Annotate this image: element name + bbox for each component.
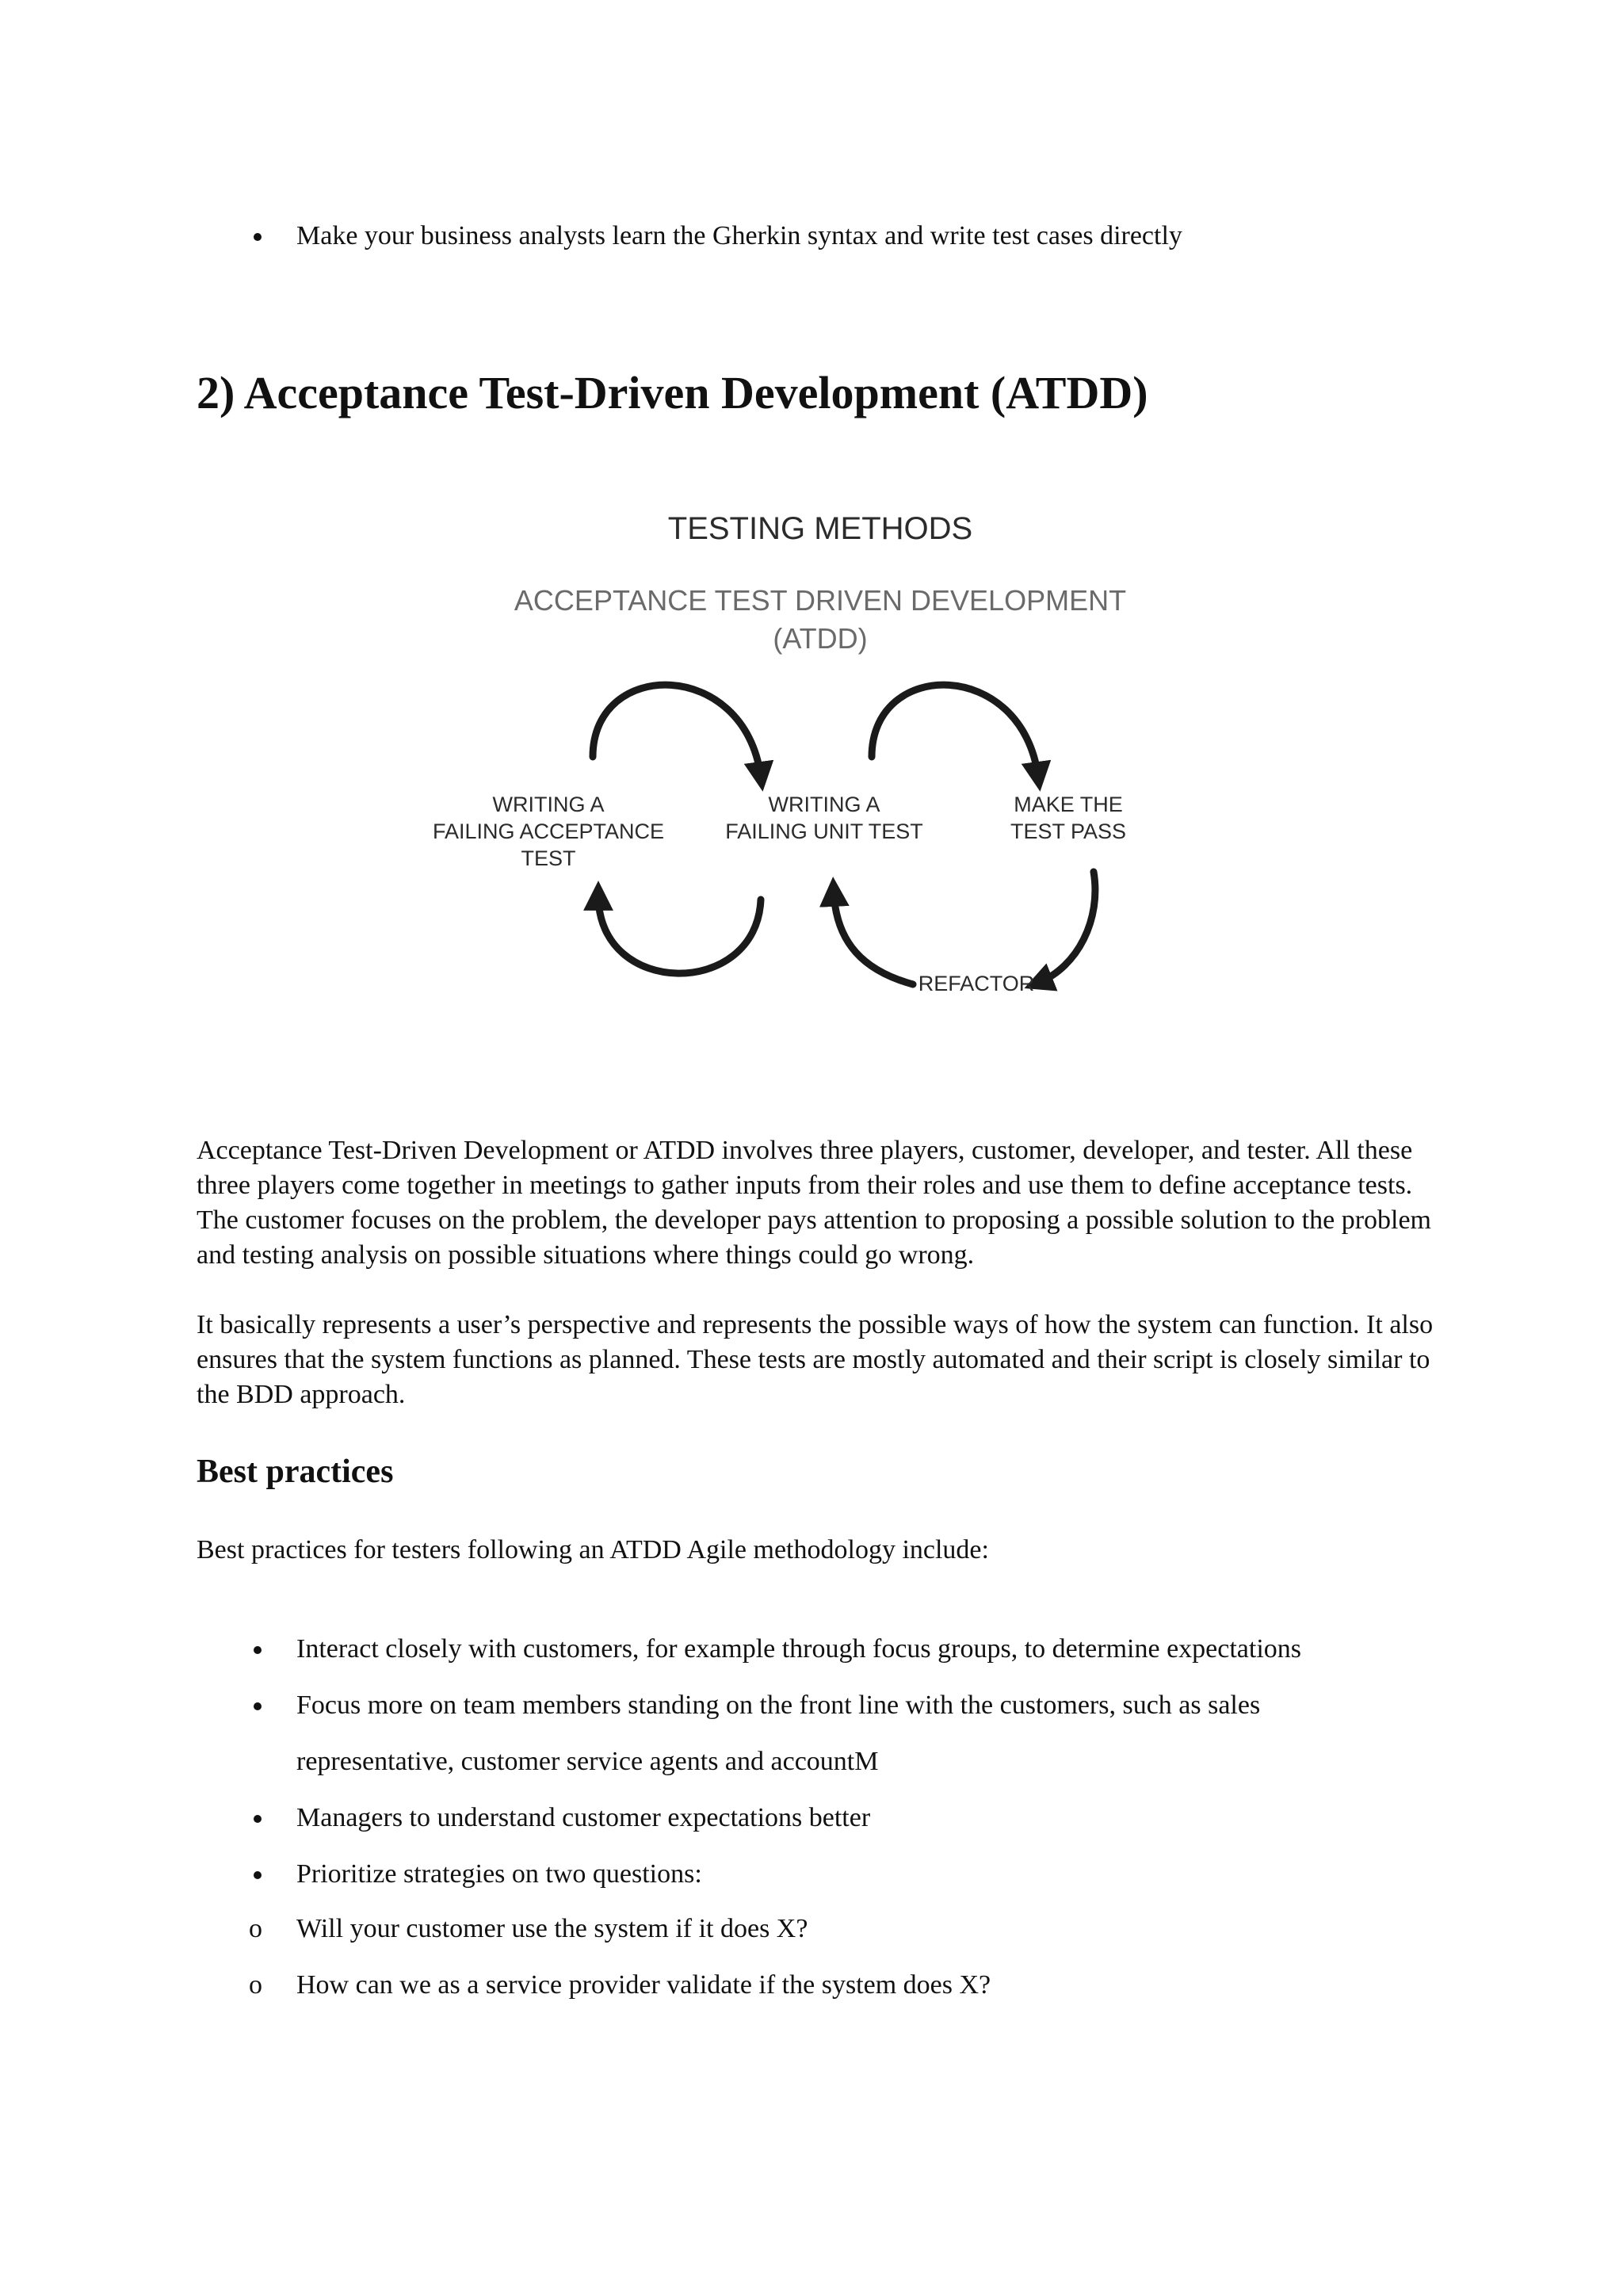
best-practices-intro: Best practices for testers following an ATDD Agile methodology include: [197, 1535, 989, 1564]
sub-list-item: How can we as a service provider validate if the system does X? [296, 1970, 991, 2000]
arrow-acceptance-to-unit [593, 685, 761, 777]
list-item: Managers to understand customer expectations better [296, 1803, 871, 1832]
node-unit-line2: FAILING UNIT TEST [725, 819, 923, 843]
arrow-unit-back-to-acceptance [598, 896, 761, 973]
sub-bullet-marker: o [249, 1914, 262, 1943]
best-practices-heading: Best practices [197, 1454, 394, 1490]
paragraph-perspective: It basically represents a user’s perspective and represents the possible ways of how the system can function. It also ensures that the system functions as planned. These tests are mostly automated and their script is closely similar to the BDD approach. [197, 1310, 1434, 1409]
atdd-cycle-diagram [380, 476, 1173, 1030]
node-acceptance-line3: TEST [521, 846, 576, 870]
arrow-pass-to-refactor [1038, 872, 1095, 983]
paragraph-intro: Acceptance Test-Driven Development or ATDD involves three players, customer, developer, and tester. All these three players come together in meetings to gather inputs from their roles and use them to define acceptance tests. The customer focuses on the problem, the developer pays attention to proposing a possible solution to the problem and testing analysis on possible situations where things could go wrong. [197, 1136, 1432, 1270]
node-acceptance-line1: WRITING A [492, 793, 605, 816]
bullet-dot [254, 1646, 262, 1654]
sub-list-item: Will your customer use the system if it does X? [296, 1914, 808, 1943]
bullet-dot [254, 1702, 262, 1710]
list-item: Interact closely with customers, for example through focus groups, to determine expectations [296, 1634, 1302, 1664]
sub-bullet-marker: o [249, 1970, 262, 2000]
node-refactor: REFACTOR [918, 972, 1035, 995]
section-heading: 2) Acceptance Test-Driven Development (ATDD) [197, 367, 1148, 418]
diagram-subtitle-line2: (ATDD) [773, 622, 868, 655]
diagram-title: TESTING METHODS [667, 511, 973, 546]
node-pass-line2: TEST PASS [1010, 819, 1127, 843]
bullet-dot [254, 233, 262, 241]
node-acceptance-line2: FAILING ACCEPTANCE [432, 819, 665, 843]
list-item-continuation: representative, customer service agents and accountM [296, 1747, 879, 1776]
list-item: Prioritize strategies on two questions: [296, 1859, 702, 1889]
top-bullet-text: Make your business analysts learn the Gherkin syntax and write test cases directly [296, 221, 1182, 250]
list-item: Focus more on team members standing on the front line with the customers, such as sales [296, 1690, 1261, 1720]
bullet-dot [254, 1815, 262, 1823]
diagram-subtitle-line1: ACCEPTANCE TEST DRIVEN DEVELOPMENT [514, 584, 1127, 617]
arrow-unit-to-pass [872, 685, 1038, 777]
node-unit-line1: WRITING A [768, 793, 880, 816]
bullet-dot [254, 1871, 262, 1879]
node-pass-line1: MAKE THE [1014, 793, 1123, 816]
arrow-refactor-to-unit [834, 892, 913, 984]
